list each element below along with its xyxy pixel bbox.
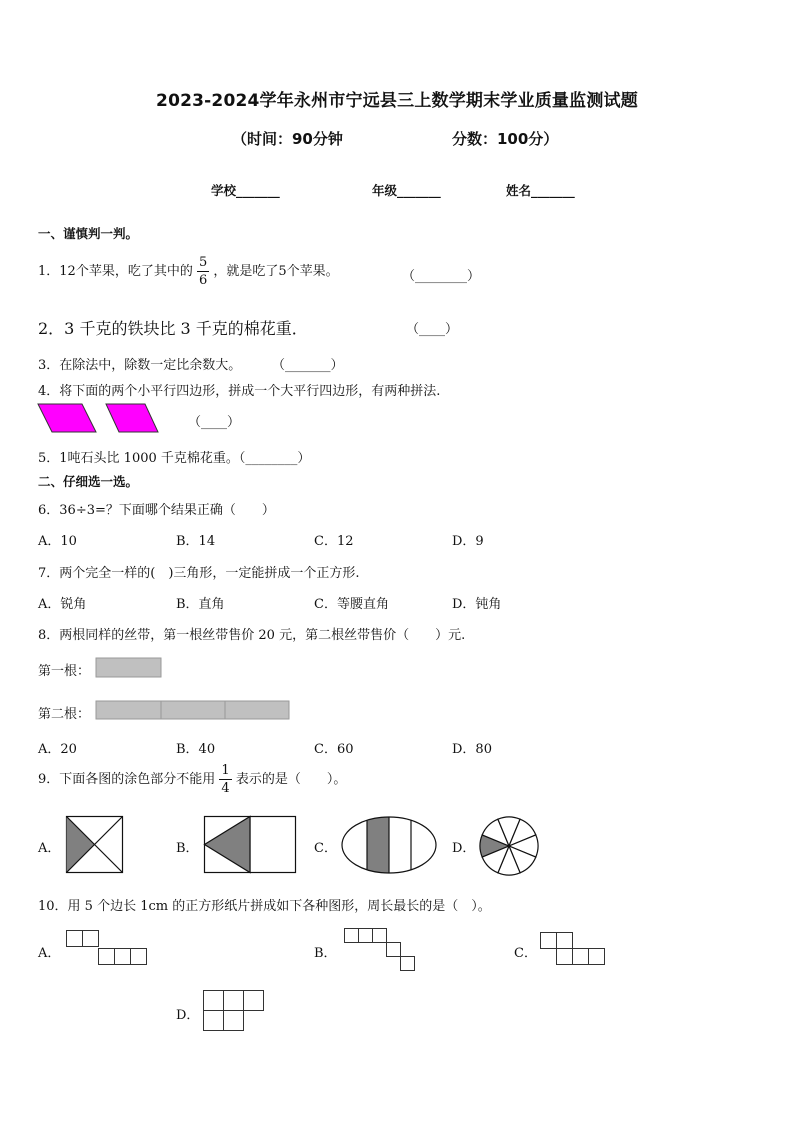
name-field: 姓名_______ (506, 183, 575, 198)
grade-field: 年级_______ (372, 183, 441, 198)
question-9-option-a[interactable]: A． (38, 841, 61, 856)
fraction-five-sixths (197, 256, 209, 287)
figure-d-sectors (480, 817, 538, 875)
ribbon-2-segment-2 (161, 701, 225, 719)
section-2-title: 二、仔细选一选。 (38, 474, 139, 489)
page-title: 2023-2024学年永州市宁远县三上数学期末学业质量监测试题 (156, 91, 638, 111)
fraction-one-quarter (219, 764, 231, 795)
question-1-answer-blank[interactable]: （________） (402, 269, 481, 284)
question-10: 10．用 5 个边长 1cm 的正方形纸片拼成如下各种图形，周长最长的是（ ）。 (38, 899, 491, 914)
parallelogram-1 (38, 404, 96, 432)
ribbon-2-segment-1 (96, 701, 161, 719)
figure-10b-squares (344, 928, 416, 972)
ribbon-2-label: 第二根： (38, 707, 91, 722)
question-9-option-d[interactable]: D． (452, 841, 476, 856)
ribbon-2-segment-3 (225, 701, 289, 719)
question-8-option-c[interactable]: C．60 (314, 742, 354, 757)
question-6-option-b[interactable]: B．14 (176, 534, 216, 549)
question-10-option-d[interactable]: D． (176, 1008, 200, 1023)
fraction-numerator: 5 (198, 255, 208, 270)
question-5: 5．1吨石头比 1000 千克棉花重。（________） (38, 451, 311, 466)
question-10-option-a[interactable]: A． (38, 946, 61, 961)
question-8: 8．两根同样的丝带，第一根丝带售价 20 元，第二根丝带售价（ ）元. (38, 628, 466, 643)
question-4-answer-blank[interactable]: （____） (188, 415, 241, 430)
exam-score: 分数：100分） (452, 130, 559, 148)
school-field: 学校_______ (211, 183, 280, 198)
question-9-option-c[interactable]: C． (314, 841, 337, 856)
question-8-option-a[interactable]: A．20 (38, 742, 77, 757)
fraction-denominator: 4 (221, 781, 230, 796)
question-3-answer-blank[interactable]: （_______） (272, 358, 344, 373)
question-9-text-post: 表示的是（ ）。 (235, 772, 347, 787)
question-6: 6．36÷3=？下面哪个结果正确（ ） (38, 503, 275, 518)
question-10-option-b[interactable]: B． (314, 946, 337, 961)
section-1-title: 一、谨慎判一判。 (38, 226, 139, 241)
question-1-text-pre: 1．12个苹果，吃了其中的 (38, 264, 193, 279)
figure-10c-squares (540, 932, 610, 968)
question-3: 3．在除法中，除数一定比余数大。 (38, 358, 242, 373)
ribbon-1 (96, 658, 162, 678)
figure-c-ellipse (341, 816, 437, 876)
figure-10a-squares (66, 930, 150, 968)
question-9-text-pre: 9．下面各图的涂色部分不能用 (38, 772, 216, 787)
ribbon-1-segment (96, 658, 161, 677)
question-1 (38, 256, 339, 287)
figure-a-square-diagonals (66, 816, 124, 874)
ribbon-1-label: 第一根： (38, 664, 91, 679)
figure-10d-squares (203, 990, 269, 1034)
question-7-option-d[interactable]: D．钝角 (452, 597, 502, 612)
question-2: 2．3 千克的铁块比 3 千克的棉花重． (38, 319, 308, 338)
parallelogram-2 (106, 404, 158, 432)
question-10-option-c[interactable]: C． (514, 946, 537, 961)
question-9 (38, 764, 346, 795)
figure-b-rectangle-triangle (204, 816, 298, 876)
figure-c-shaded-strip (367, 816, 389, 876)
question-7-option-b[interactable]: B．直角 (176, 597, 225, 612)
question-6-option-d[interactable]: D．9 (452, 534, 484, 549)
question-8-option-d[interactable]: D．80 (452, 742, 492, 757)
question-6-option-a[interactable]: A．10 (38, 534, 77, 549)
question-4: 4．将下面的两个小平行四边形，拼成一个大平行四边形，有两种拼法. (38, 384, 441, 399)
ribbon-2 (96, 701, 291, 721)
question-2-answer-blank[interactable]: （____） (406, 322, 459, 337)
parallelograms-figure (38, 404, 168, 434)
question-7-option-a[interactable]: A．锐角 (38, 597, 87, 612)
question-1-text-post: ，就是吃了5个苹果。 (213, 264, 339, 279)
fraction-denominator: 6 (198, 273, 208, 288)
question-7-option-c[interactable]: C．等腰直角 (314, 597, 389, 612)
exam-time: （时间：90分钟 (232, 130, 343, 148)
fraction-numerator: 1 (221, 763, 230, 778)
question-6-option-c[interactable]: C．12 (314, 534, 354, 549)
question-9-option-b[interactable]: B． (176, 841, 199, 856)
question-7: 7．两个完全一样的( )三角形，一定能拼成一个正方形. (38, 566, 360, 581)
question-8-option-b[interactable]: B．40 (176, 742, 216, 757)
figure-d-circle (478, 815, 540, 877)
